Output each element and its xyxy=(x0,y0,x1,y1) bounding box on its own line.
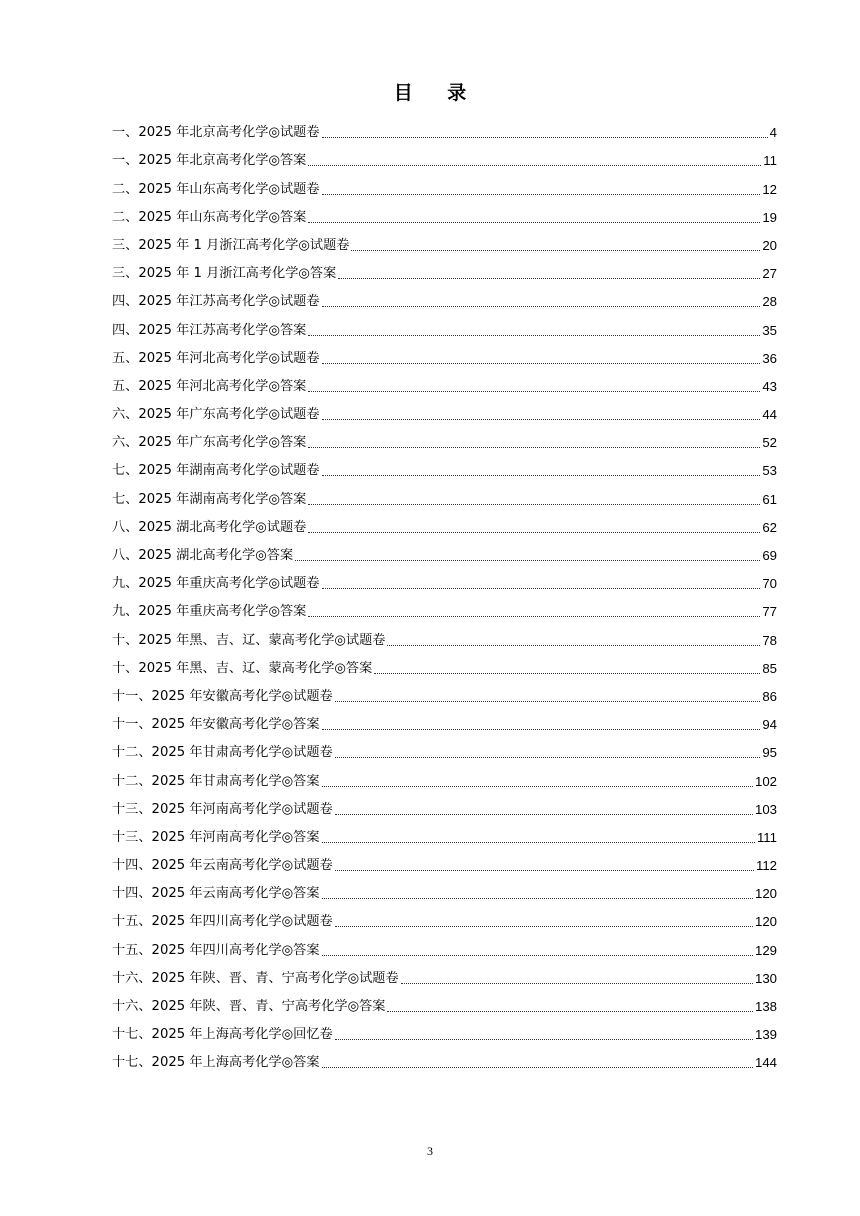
toc-entry-label: 十三、2025 年河南高考化学◎答案 xyxy=(112,829,320,845)
toc-entry-page: 86 xyxy=(762,688,777,704)
toc-dot-leader xyxy=(322,193,761,195)
toc-entry-page: 78 xyxy=(762,632,777,648)
toc-entry[interactable] xyxy=(112,791,777,819)
toc-entry-label: 六、2025 年广东高考化学◎试题卷 xyxy=(112,407,320,423)
toc-entry-page: 120 xyxy=(754,886,777,902)
toc-entry-label: 九、2025 年重庆高考化学◎答案 xyxy=(112,604,307,620)
page-number: 3 xyxy=(427,1144,433,1158)
toc-dot-leader xyxy=(308,531,760,533)
toc-entry-page: 19 xyxy=(762,209,777,225)
toc-entry[interactable] xyxy=(112,734,777,762)
toc-entry[interactable] xyxy=(112,903,777,931)
toc-entry-label: 十一、2025 年安徽高考化学◎答案 xyxy=(112,717,320,733)
toc-dot-leader xyxy=(374,672,760,674)
toc-entry-label: 十六、2025 年陕、晋、青、宁高考化学◎答案 xyxy=(112,999,386,1014)
toc-dot-leader xyxy=(322,136,768,138)
toc-entry-page: 95 xyxy=(762,745,777,761)
toc-entry-page: 102 xyxy=(754,773,777,789)
toc-dot-leader xyxy=(295,559,760,561)
toc-dot-leader xyxy=(308,503,760,505)
toc-entry-label: 十六、2025 年陕、晋、青、宁高考化学◎试题卷 xyxy=(112,970,399,986)
toc-entry[interactable] xyxy=(112,368,777,396)
toc-dot-leader xyxy=(322,954,753,956)
toc-entry-page: 35 xyxy=(762,322,777,338)
toc-entry-label: 十一、2025 年安徽高考化学◎试题卷 xyxy=(112,688,333,704)
toc-entry[interactable] xyxy=(112,706,777,734)
toc-dot-leader xyxy=(322,418,761,420)
toc-dot-leader xyxy=(322,362,761,364)
page-title: 目 录 xyxy=(393,82,481,104)
toc-dot-leader xyxy=(308,390,760,392)
toc-dot-leader xyxy=(308,221,760,223)
toc-entry-page: 12 xyxy=(762,181,777,197)
toc-entry-page: 61 xyxy=(762,491,777,507)
toc-entry[interactable] xyxy=(112,227,777,255)
toc-entry-label: 十七、2025 年上海高考化学◎回忆卷 xyxy=(112,1027,333,1043)
toc-entry[interactable] xyxy=(112,762,777,790)
toc-entry[interactable] xyxy=(112,396,777,424)
toc-entry-page: 53 xyxy=(762,463,777,479)
toc-entry-label: 一、2025 年北京高考化学◎试题卷 xyxy=(112,125,320,141)
toc-entry-label: 十五、2025 年四川高考化学◎试题卷 xyxy=(112,914,333,930)
toc-dot-leader xyxy=(308,446,760,448)
toc-entry[interactable] xyxy=(112,452,777,480)
toc-entry-label: 八、2025 湖北高考化学◎试题卷 xyxy=(112,519,307,535)
toc-dot-leader xyxy=(322,897,753,899)
toc-entry-page: 130 xyxy=(754,970,777,986)
toc-entry-label: 十、2025 年黑、吉、辽、蒙高考化学◎答案 xyxy=(112,660,373,676)
toc-entry-label: 十二、2025 年甘肃高考化学◎试题卷 xyxy=(112,745,333,761)
toc-entry[interactable] xyxy=(112,960,777,988)
toc-entry-page: 144 xyxy=(754,1055,777,1071)
toc-entry[interactable] xyxy=(112,424,777,452)
toc-entry-page: 138 xyxy=(754,999,777,1014)
toc-entry-page: 20 xyxy=(762,237,777,253)
toc-entry-page: 120 xyxy=(754,914,777,930)
toc-entry-label: 五、2025 年河北高考化学◎答案 xyxy=(112,378,307,394)
toc-entry-label: 三、2025 年 1 月浙江高考化学◎答案 xyxy=(112,266,337,282)
toc-dot-leader xyxy=(335,1038,753,1040)
toc-entry[interactable] xyxy=(112,593,777,621)
toc-entry[interactable] xyxy=(112,565,777,593)
toc-entry-page: 94 xyxy=(762,717,777,733)
toc-entry-label: 九、2025 年重庆高考化学◎试题卷 xyxy=(112,576,320,592)
toc-dot-leader xyxy=(387,644,760,646)
toc-dot-leader xyxy=(351,249,760,251)
toc-entry-label: 一、2025 年北京高考化学◎答案 xyxy=(112,153,307,169)
toc-dot-leader xyxy=(401,982,753,984)
toc-entry-page: 4 xyxy=(769,125,777,141)
toc-dot-leader xyxy=(308,164,761,166)
toc-entry[interactable] xyxy=(112,1044,777,1072)
toc-dot-leader xyxy=(335,700,761,702)
toc-entry-label: 五、2025 年河北高考化学◎试题卷 xyxy=(112,350,320,366)
toc-entry[interactable] xyxy=(112,875,777,903)
toc-entry[interactable] xyxy=(112,199,777,227)
toc-entry[interactable] xyxy=(112,931,777,959)
toc-entry-label: 十四、2025 年云南高考化学◎试题卷 xyxy=(112,858,333,874)
toc-entry[interactable] xyxy=(112,340,777,368)
toc-entry-label: 十四、2025 年云南高考化学◎答案 xyxy=(112,886,320,902)
toc-entry-page: 85 xyxy=(762,660,777,676)
toc-dot-leader xyxy=(335,869,754,871)
toc-entry-label: 七、2025 年湖南高考化学◎答案 xyxy=(112,491,307,507)
toc-entry-page: 62 xyxy=(762,519,777,535)
toc-entry-page: 70 xyxy=(762,576,777,592)
toc-entry[interactable] xyxy=(112,114,777,142)
toc-entry-page: 28 xyxy=(762,294,777,310)
toc-entry-page: 129 xyxy=(754,942,777,958)
toc-entry-page: 77 xyxy=(762,604,777,620)
toc-entry-label: 三、2025 年 1 月浙江高考化学◎试题卷 xyxy=(112,237,350,253)
toc-entry-label: 十二、2025 年甘肃高考化学◎答案 xyxy=(112,773,320,789)
toc-entry-label: 四、2025 年江苏高考化学◎试题卷 xyxy=(112,294,320,310)
toc-entry[interactable] xyxy=(112,537,777,565)
toc-entry-page: 111 xyxy=(756,829,777,845)
toc-dot-leader xyxy=(387,1010,753,1012)
toc-entry-label: 十三、2025 年河南高考化学◎试题卷 xyxy=(112,801,333,817)
toc-entry-label: 二、2025 年山东高考化学◎答案 xyxy=(112,209,307,225)
toc-entry-page: 139 xyxy=(754,1027,777,1043)
toc-dot-leader xyxy=(322,305,761,307)
toc-entry-page: 69 xyxy=(762,548,777,563)
toc-entry-page: 44 xyxy=(762,407,777,423)
toc-dot-leader xyxy=(322,474,761,476)
toc-entry[interactable] xyxy=(112,142,777,170)
toc-entry-label: 十五、2025 年四川高考化学◎答案 xyxy=(112,942,320,958)
toc-entry-label: 四、2025 年江苏高考化学◎答案 xyxy=(112,322,307,338)
toc-entry-page: 103 xyxy=(754,801,777,817)
toc-entry-page: 11 xyxy=(763,153,777,169)
toc-dot-leader xyxy=(308,334,760,336)
toc-dot-leader xyxy=(322,728,761,730)
toc-entry[interactable] xyxy=(112,847,777,875)
toc-dot-leader xyxy=(335,925,753,927)
toc-entry[interactable] xyxy=(112,678,777,706)
toc-entry-label: 二、2025 年山东高考化学◎试题卷 xyxy=(112,181,320,197)
toc-entry-label: 八、2025 湖北高考化学◎答案 xyxy=(112,548,294,563)
toc-entry[interactable] xyxy=(112,170,777,198)
toc-entry[interactable] xyxy=(112,988,777,1016)
toc-entry-page: 52 xyxy=(762,435,777,451)
toc-entry-page: 43 xyxy=(762,378,777,394)
toc-dot-leader xyxy=(308,615,760,617)
toc-dot-leader xyxy=(338,277,760,279)
toc-dot-leader xyxy=(322,587,761,589)
toc-entry[interactable] xyxy=(112,1016,777,1044)
toc-entry[interactable] xyxy=(112,480,777,508)
toc-entry[interactable] xyxy=(112,311,777,339)
toc-dot-leader xyxy=(322,785,753,787)
toc-dot-leader xyxy=(322,841,755,843)
toc-entry[interactable] xyxy=(112,509,777,537)
toc-entry[interactable] xyxy=(112,819,777,847)
toc-entry[interactable] xyxy=(112,621,777,649)
toc-entry-page: 36 xyxy=(762,350,777,366)
toc-dot-leader xyxy=(335,813,753,815)
toc-dot-leader xyxy=(335,756,761,758)
table-of-contents xyxy=(112,114,777,1072)
toc-dot-leader xyxy=(322,1066,753,1068)
toc-entry-page: 27 xyxy=(762,266,777,282)
toc-entry-label: 十、2025 年黑、吉、辽、蒙高考化学◎试题卷 xyxy=(112,632,386,648)
toc-entry-label: 七、2025 年湖南高考化学◎试题卷 xyxy=(112,463,320,479)
toc-entry[interactable] xyxy=(112,255,777,283)
toc-entry[interactable] xyxy=(112,283,777,311)
toc-entry[interactable] xyxy=(112,650,777,678)
toc-entry-label: 六、2025 年广东高考化学◎答案 xyxy=(112,435,307,451)
toc-entry-page: 112 xyxy=(755,858,777,874)
toc-entry-label: 十七、2025 年上海高考化学◎答案 xyxy=(112,1055,320,1071)
